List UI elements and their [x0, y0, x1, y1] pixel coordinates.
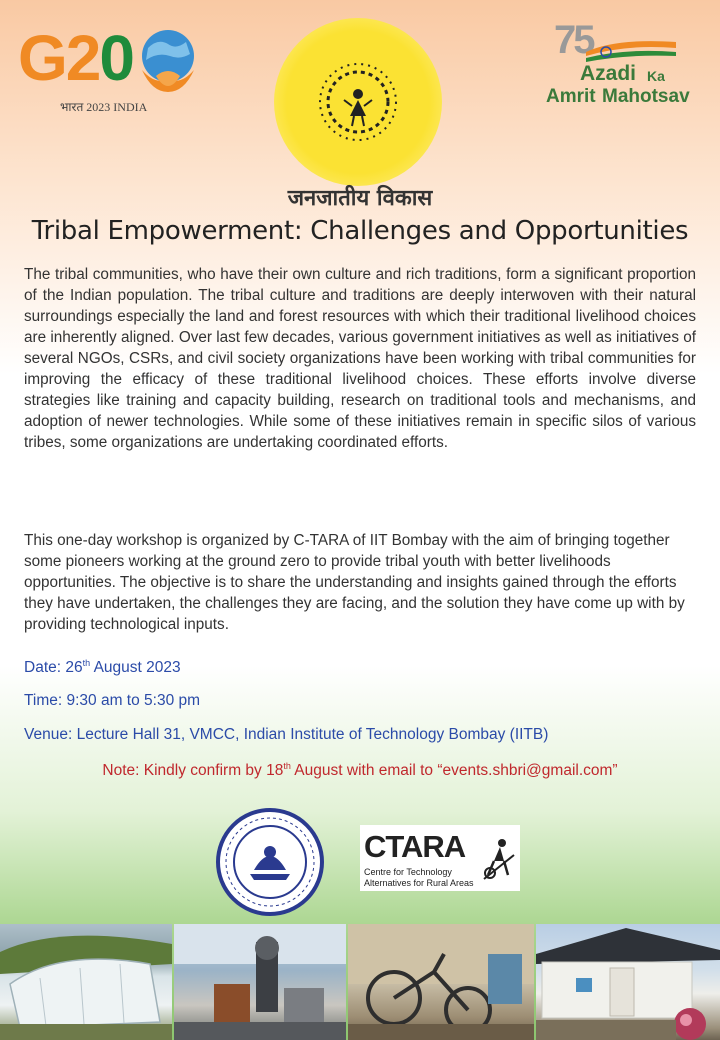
- pedal-machine-photo: [348, 924, 534, 1040]
- note-prefix: Note: Kindly confirm by 18: [102, 762, 284, 780]
- flag-icon: [586, 38, 676, 62]
- hindi-title: जनजातीय विकास: [287, 186, 433, 211]
- polyhouse-illustration: [0, 924, 172, 1040]
- note-suffix: August with email to “events.shbri@gmail.com”: [290, 762, 618, 780]
- cold-storage-photo: [536, 924, 720, 1040]
- ctara-logo: [360, 825, 520, 891]
- machine-exhibit-photo: [174, 924, 346, 1040]
- workshop-paragraph: This one-day workshop is organized by C-TARA of IIT Bombay with the aim of bringing together some pioneers working at the ground zero to provide tribal youth with better livelihoods opportunities. The objective is to share the understanding and insights gained through the efforts they have undertaken, the challenges they are facing, and the solution they have come up with by providing technological inputs.: [24, 532, 685, 633]
- polyhouse-photo: [0, 924, 172, 1040]
- iit-bombay-logo: [216, 808, 324, 916]
- event-time: Time: 9:30 am to 5:30 pm: [24, 692, 201, 709]
- globe-lotus-icon: [136, 26, 200, 100]
- tribal-emblem: [274, 18, 442, 186]
- g20-subtitle: भारत 2023 INDIA: [60, 100, 148, 114]
- confirmation-note: [0, 761, 720, 780]
- g20-wordmark: G20: [18, 22, 133, 94]
- azadi-ka: Ka: [647, 68, 665, 84]
- g20-logo: [18, 18, 198, 122]
- azadi-amrit: Amrit: [546, 86, 596, 107]
- date-suffix: August 2023: [90, 659, 181, 677]
- azadi-line1: Azadi: [580, 62, 637, 85]
- event-date: [24, 658, 181, 677]
- cold-storage-illustration: [536, 924, 720, 1040]
- azadi-number: 75: [554, 18, 593, 62]
- tribal-figures-icon: [314, 58, 402, 146]
- iitb-seal-icon: [216, 808, 324, 916]
- azadi-mahotsav: Mahotsav: [602, 86, 690, 107]
- note-ordinal: th: [283, 761, 291, 771]
- page-title: Tribal Empowerment: Challenges and Opportunities: [31, 216, 689, 246]
- ctara-subtitle-line2: Alternatives for Rural Areas: [364, 878, 474, 888]
- machine-exhibit-illustration: [174, 924, 346, 1040]
- azadi-ka-amrit-mahotsav-logo: [546, 16, 711, 116]
- ctara-wordmark: CTARA: [364, 829, 466, 864]
- event-venue: Venue: Lecture Hall 31, VMCC, Indian Institute of Technology Bombay (IITB): [24, 726, 549, 743]
- worker-with-tool-icon: [482, 835, 516, 881]
- date-ordinal: th: [82, 658, 91, 668]
- ctara-subtitle-line1: Centre for Technology: [364, 867, 452, 877]
- intro-paragraph: The tribal communities, who have their own culture and rich traditions, form a significant proportion of the Indian population. The tribal culture and traditions are deeply interwoven with their natural surroundings especially the land and forest resources with which their traditional livelihood choices are inherently aligned. Over last few decades, various government initiatives as well as initiatives of several NGOs, CSRs, and civil society organizations have been working with tribal communities for improving the efficacy of these traditional livelihood choices. These efforts involve diverse strategies like training and capacity building, research on traditional tools and mechanisms, and adoption of newer technologies. While some of these initiatives remain in specific silos of various tribes, some organizations are undertaking coordinated efforts.: [24, 266, 696, 451]
- pedal-machine-illustration: [348, 924, 534, 1040]
- date-prefix: Date: 26: [24, 659, 83, 677]
